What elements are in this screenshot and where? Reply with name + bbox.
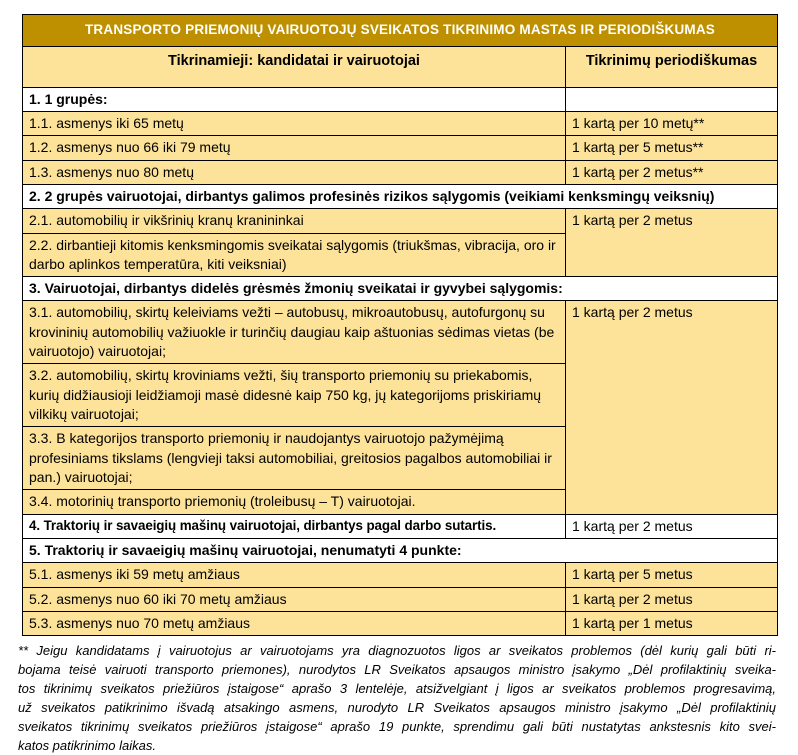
row-5-3-period: 1 kartą per 1 metus: [566, 611, 778, 635]
column-header-row: [23, 46, 778, 87]
row-1-3-period: 1 kartą per 2 metus**: [566, 160, 778, 184]
row-3-4-label: 3.4. motorinių transporto priemonių (troleibusų – T) vairuotojai.: [23, 490, 566, 514]
section-5-row: [23, 538, 778, 562]
section-3-row: [23, 277, 778, 301]
row-1-1-period: 1 kartą per 10 metų**: [566, 111, 778, 135]
section-2-row: [23, 184, 778, 208]
row-1-2-period: 1 kartą per 5 metus**: [566, 136, 778, 160]
table-title: TRANSPORTO PRIEMONIŲ VAIRUOTOJŲ SVEIKATOS TIKRINIMO MASTAS IR PERIODIŠKUMAS: [23, 15, 778, 47]
section-4-period: 1 kartą per 2 metus: [566, 514, 778, 538]
column-header-periodicity: Tikrinimų periodiškumas: [566, 46, 778, 87]
section-2-period: 1 kartą per 2 metus: [566, 209, 778, 277]
section-4-row: [23, 514, 778, 538]
footnote-line: tos tikrinimų sveikatos priežiūros įstaigose“ aprašo 3 lentelėje, atsižvelgiant į ligos ar sveikatos problemos progresavimą,: [18, 681, 776, 697]
row-5-2-label: 5.2. asmenys nuo 60 iki 70 metų amžiaus: [23, 587, 566, 611]
row-1-1: [23, 111, 778, 135]
row-3-3-label: 3.3. B kategorijos transporto priemonių ir naudojantys vairuotojo pažymėjimą profesiniams tikslams (lengvieji taksi automobiliai, greitosios pagalbos automobiliai ir pan.) vairuotojai;: [23, 427, 566, 490]
section-2-heading: 2. 2 grupės vairuotojai, dirbantys galimos profesinės rizikos sąlygomis (veikiami kenksmingų veiksnių): [23, 184, 778, 208]
section-3-period: 1 kartą per 2 metus: [566, 301, 778, 514]
section-1-period-empty: [566, 87, 778, 111]
row-1-2-label: 1.2. asmenys nuo 66 iki 79 metų: [23, 136, 566, 160]
footnote: [18, 641, 776, 755]
health-check-table: [22, 14, 778, 636]
row-3-1-label: 3.1. automobilių, skirtų keleiviams vežti – autobusų, mikroautobusų, autofurgonų su krovininių automobilių važiuokle ir turinčių daugiau kaip aštuonias sėdimas vietas (be vairuotojo) vairuotojai;: [23, 301, 566, 364]
section-5-heading: 5. Traktorių ir savaeigių mašinų vairuotojai, nenumatyti 4 punkte:: [23, 538, 778, 562]
footnote-line: sveikatos tikrinimų sveikatos priežiūros įstaigose“ aprašo 19 punkte, sprendimu gali būti nustatytas ankstesnis kito svei-: [18, 719, 776, 735]
row-5-3-label: 5.3. asmenys nuo 70 metų amžiaus: [23, 611, 566, 635]
row-1-3: [23, 160, 778, 184]
table-title-row: [23, 15, 778, 47]
row-2-2-label: 2.2. dirbantieji kitomis kenksmingomis sveikatai sąlygomis (triukšmas, vibracija, oro ir darbo aplinkos temperatūra, kiti veiksniai): [23, 233, 566, 277]
footnote-line: ** Jeigu kandidatams į vairuotojus ar vairuotojams yra diagnozuotos ligos ar sveikatos problemos (dėl kurių gali būti ri-: [18, 643, 776, 659]
row-2-1-label: 2.1. automobilių ir vikšrinių kranų kranininkai: [23, 209, 566, 233]
row-3-2-label: 3.2. automobilių, skirtų kroviniams vežti, šių transporto priemonių su priekabomis, kurių didžiausioji leidžiamoji masė didesnė kaip 750 kg, jų kategorijoms priskiriamų vilkikų vairuotojai;: [23, 364, 566, 427]
row-5-2-period: 1 kartą per 2 metus: [566, 587, 778, 611]
row-3-1: [23, 301, 778, 364]
row-5-1-period: 1 kartą per 5 metus: [566, 563, 778, 587]
section-4-heading: 4. Traktorių ir savaeigių mašinų vairuotojai, dirbantys pagal darbo sutartis.: [23, 514, 566, 538]
row-1-2: [23, 136, 778, 160]
footnote-line: už sveikatos patikrinimo išvadą atsakingo asmens, nurodyto LR Sveikatos apsaugos ministro įsakymo „Dėl profilaktinių: [18, 700, 776, 716]
row-5-2: [23, 587, 778, 611]
section-1-heading: 1. 1 grupės:: [23, 87, 566, 111]
section-3-heading: 3. Vairuotojai, dirbantys didelės grėsmės žmonių sveikatai ir gyvybei sąlygomis:: [23, 277, 778, 301]
row-5-3: [23, 611, 778, 635]
row-5-1-label: 5.1. asmenys iki 59 metų amžiaus: [23, 563, 566, 587]
footnote-line: bojama teisė vairuoti transporto priemones), nurodytos LR Sveikatos apsaugos ministro įsakymo „Dėl profilaktinių sveika-: [18, 662, 776, 678]
section-1-row: [23, 87, 778, 111]
row-1-3-label: 1.3. asmenys nuo 80 metų: [23, 160, 566, 184]
footnote-line: katos patikrinimo laikas.: [18, 738, 156, 754]
column-header-subjects: Tikrinamieji: kandidatai ir vairuotojai: [23, 46, 566, 87]
row-2-1: [23, 209, 778, 233]
row-1-1-label: 1.1. asmenys iki 65 metų: [23, 111, 566, 135]
row-5-1: [23, 563, 778, 587]
